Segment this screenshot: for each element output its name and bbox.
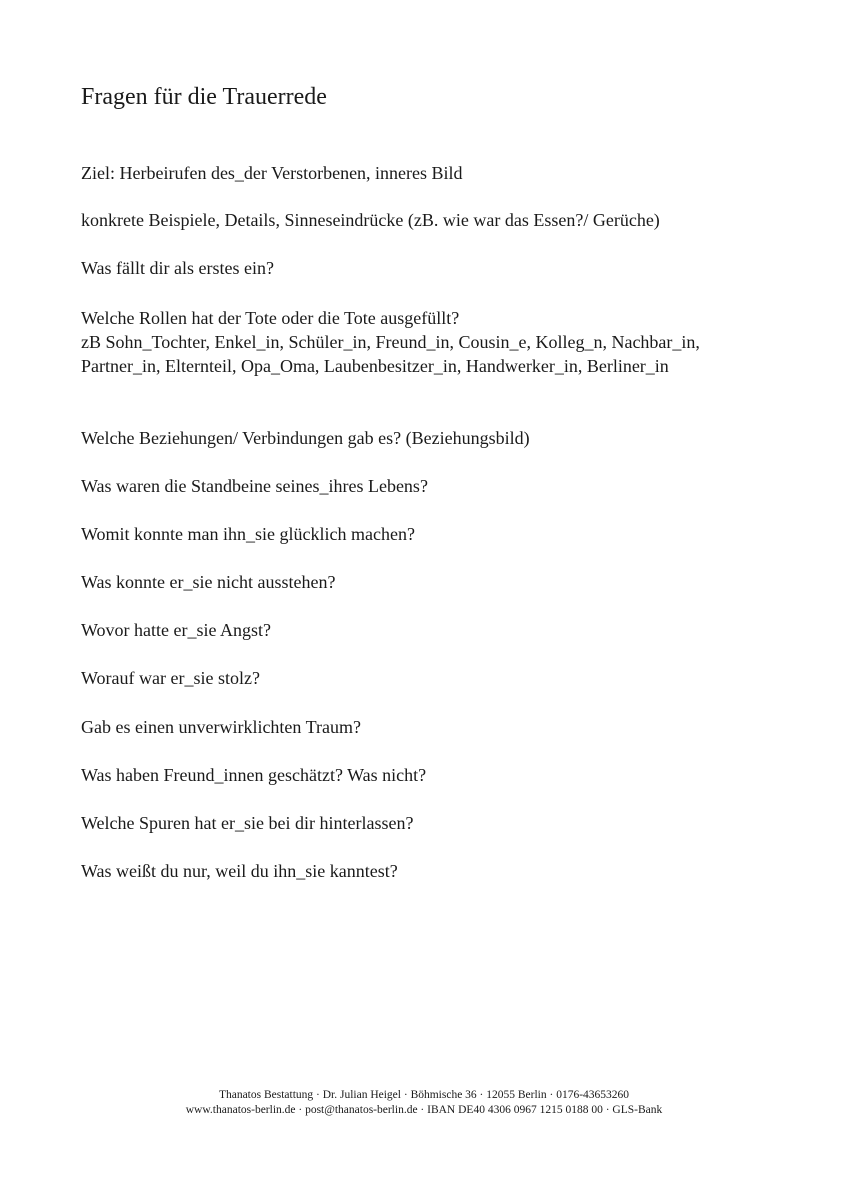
question: Was konnte er_sie nicht ausstehen? — [81, 572, 336, 592]
document-title: Fragen für die Trauerrede — [81, 84, 327, 110]
roles-examples: zB Sohn_Tochter, Enkel_in, Schüler_in, Freund_in, Cousin_e, Kolleg_n, Nachbar_in, — [81, 332, 700, 352]
question: Welche Spuren hat er_sie bei dir hinterlassen? — [81, 813, 414, 833]
details-line: konkrete Beispiele, Details, Sinneseindrücke (zB. wie war das Essen?/ Gerüche) — [81, 210, 660, 230]
question: Gab es einen unverwirklichten Traum? — [81, 717, 361, 737]
question: Was weißt du nur, weil du ihn_sie kanntest? — [81, 861, 398, 881]
question: Was haben Freund_innen geschätzt? Was nicht? — [81, 765, 427, 785]
footer-address: Thanatos Bestattung · Dr. Julian Heigel · Böhmische 36 · 12055 Berlin · 0176-43653260 — [218, 1089, 630, 1101]
goal-line: Ziel: Herbeirufen des_der Verstorbenen, inneres Bild — [81, 163, 463, 183]
roles-examples: Partner_in, Elternteil, Opa_Oma, Laubenbesitzer_in, Handwerker_in, Berliner_in — [81, 356, 669, 376]
question: Worauf war er_sie stolz? — [81, 668, 260, 688]
question: Was waren die Standbeine seines_ihres Lebens? — [81, 476, 428, 496]
footer-contact: www.thanatos-berlin.de · post@thanatos-berlin.de · IBAN DE40 4306 0967 1215 0188 00 · GLS-Bank — [185, 1104, 663, 1116]
question: Welche Rollen hat der Tote oder die Tote ausgefüllt? — [81, 308, 460, 328]
question: Was fällt dir als erstes ein? — [81, 258, 274, 278]
question: Womit konnte man ihn_sie glücklich machen? — [81, 524, 415, 544]
question: Welche Beziehungen/ Verbindungen gab es? (Beziehungsbild) — [81, 428, 530, 448]
question: Wovor hatte er_sie Angst? — [81, 620, 272, 640]
